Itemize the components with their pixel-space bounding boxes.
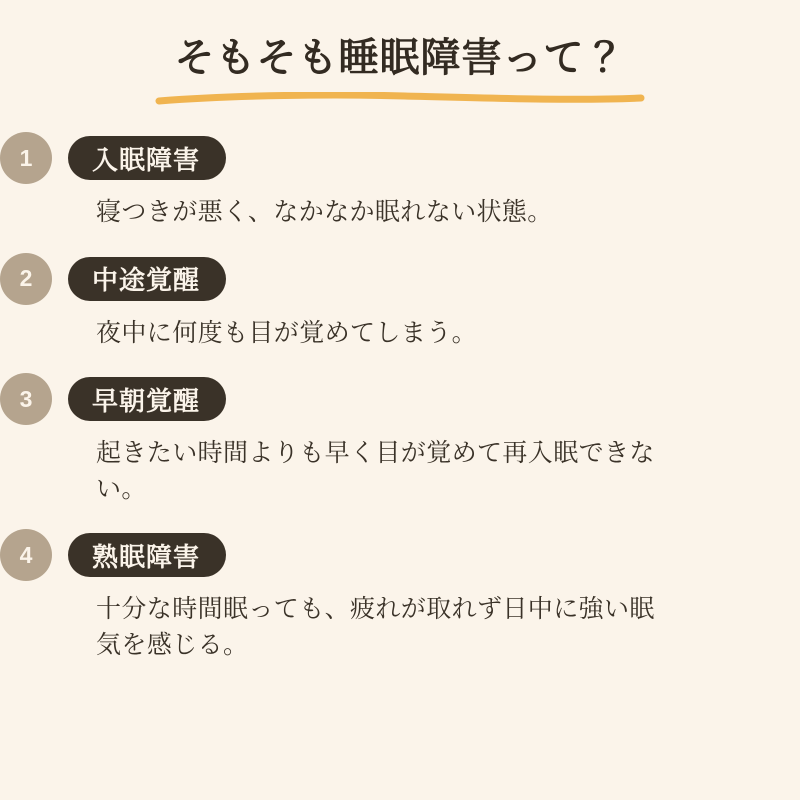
list-item (0, 253, 800, 352)
list-item-header (19, 529, 740, 581)
list-item-number-badge: 1 (0, 132, 52, 184)
list-item-label: 熟眠障害 (68, 533, 226, 577)
list-item-description: 起きたい時間よりも早く目が覚めて再入眠できない。 (96, 439, 655, 503)
list-item-description: 夜中に何度も目が覚めてしまう。 (96, 318, 478, 347)
title-underline-icon (155, 92, 645, 106)
list-item-description: 寝つきが悪く、なかなか眠れない状態。 (96, 198, 553, 226)
list-item-header (19, 253, 740, 305)
list-item-label: 中途覚醒 (68, 257, 226, 301)
title-section (0, 0, 800, 106)
list-item (0, 373, 800, 507)
list-item (0, 132, 800, 231)
list-item-label: 入眠障害 (68, 136, 226, 180)
page-title: そもそも睡眠障害って？ (174, 36, 626, 80)
list-item-number-badge: 3 (0, 373, 52, 425)
list-item-number-badge: 2 (0, 253, 52, 305)
list-item-header (19, 132, 740, 184)
list-item-number-badge: 4 (0, 529, 52, 581)
list-item-description: 十分な時間眠っても、疲れが取れず日中に強い眠気を感じる。 (96, 595, 655, 659)
disorder-list (0, 132, 800, 663)
list-item-label: 早朝覚醒 (68, 377, 226, 421)
list-item-header (19, 373, 740, 425)
list-item (0, 529, 800, 663)
